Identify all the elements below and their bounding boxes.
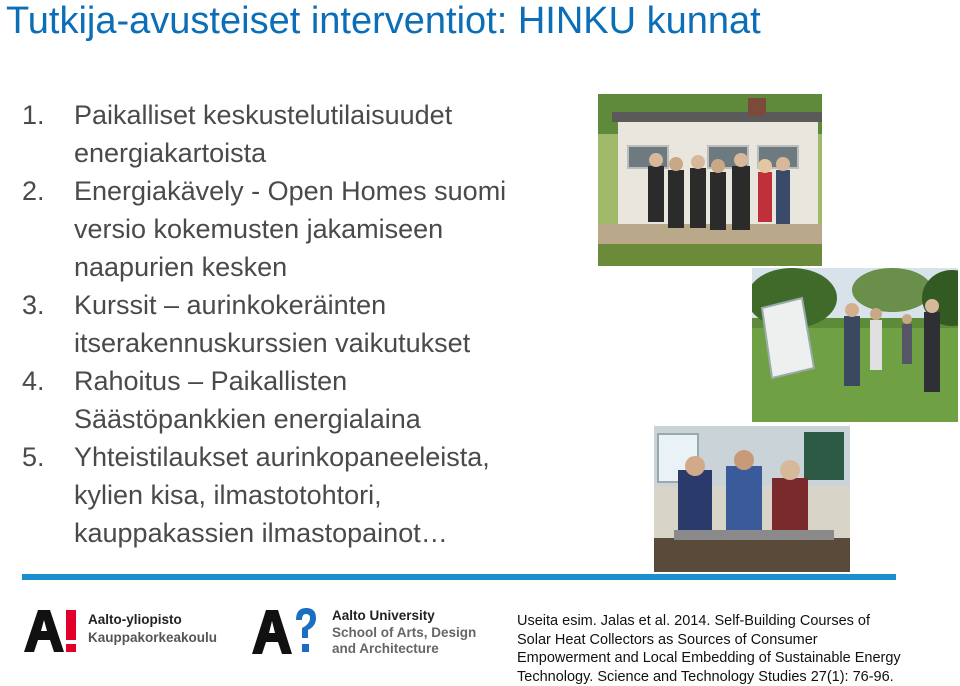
list-line: itserakennuskurssien vaikutukset [74, 328, 470, 358]
list-text [74, 172, 602, 286]
list-line: Kurssit – aurinkokeräinten [74, 290, 386, 320]
intervention-list [22, 96, 602, 552]
list-number: 1. [22, 96, 74, 172]
list-number: 2. [22, 172, 74, 286]
list-item [22, 172, 602, 286]
photo-energy-walk [598, 94, 822, 266]
list-number: 3. [22, 286, 74, 362]
section-divider [22, 574, 896, 580]
photo-workshop [654, 426, 850, 572]
citation [517, 612, 957, 686]
list-line: Säästöpankkien energialaina [74, 404, 421, 434]
photo-outdoor-course [752, 268, 958, 422]
list-item [22, 438, 602, 552]
citation-line: Empowerment and Local Embedding of Sustainable Energy [517, 649, 957, 668]
citation-line: Solar Heat Collectors as Sources of Consumer [517, 631, 957, 650]
logo-aalto-arts [250, 604, 500, 660]
citation-line: Technology. Science and Technology Studies 27(1): 76-96. [517, 668, 957, 686]
list-item [22, 96, 602, 172]
list-line: versio kokemusten jakamiseen [74, 214, 443, 244]
list-line: Yhteistilaukset aurinkopaneeleista, [74, 442, 490, 472]
logo-arts-line3: and Architecture [332, 641, 439, 657]
list-number: 4. [22, 362, 74, 438]
list-line: Rahoitus – Paikallisten [74, 366, 347, 396]
logo-arts-line2: School of Arts, Design [332, 625, 476, 641]
list-line: kauppakassien ilmastopainot… [74, 518, 448, 548]
list-text [74, 96, 602, 172]
citation-line: Useita esim. Jalas et al. 2014. Self-Building Courses of [517, 612, 957, 631]
list-text [74, 362, 602, 438]
list-line: kylien kisa, ilmastotohtori, [74, 480, 382, 510]
logo-aalto-business [22, 606, 232, 656]
aalto-exclamation-icon [22, 606, 82, 654]
list-line: naapurien kesken [74, 252, 287, 282]
list-item [22, 286, 602, 362]
list-text [74, 438, 602, 552]
aalto-question-icon [250, 606, 320, 656]
list-number: 5. [22, 438, 74, 552]
list-text [74, 286, 602, 362]
slide-title: Tutkija-avusteiset interventiot: HINKU kunnat [6, 0, 956, 42]
logo-business-line1: Aalto-yliopisto [88, 612, 182, 628]
logo-arts-line1: Aalto University [332, 608, 435, 624]
list-line: Energiakävely - Open Homes suomi [74, 176, 506, 206]
list-line: Paikalliset keskustelutilaisuudet [74, 100, 452, 130]
list-item [22, 362, 602, 438]
logo-business-line2: Kauppakorkeakoulu [88, 630, 217, 646]
list-line: energiakartoista [74, 138, 266, 168]
